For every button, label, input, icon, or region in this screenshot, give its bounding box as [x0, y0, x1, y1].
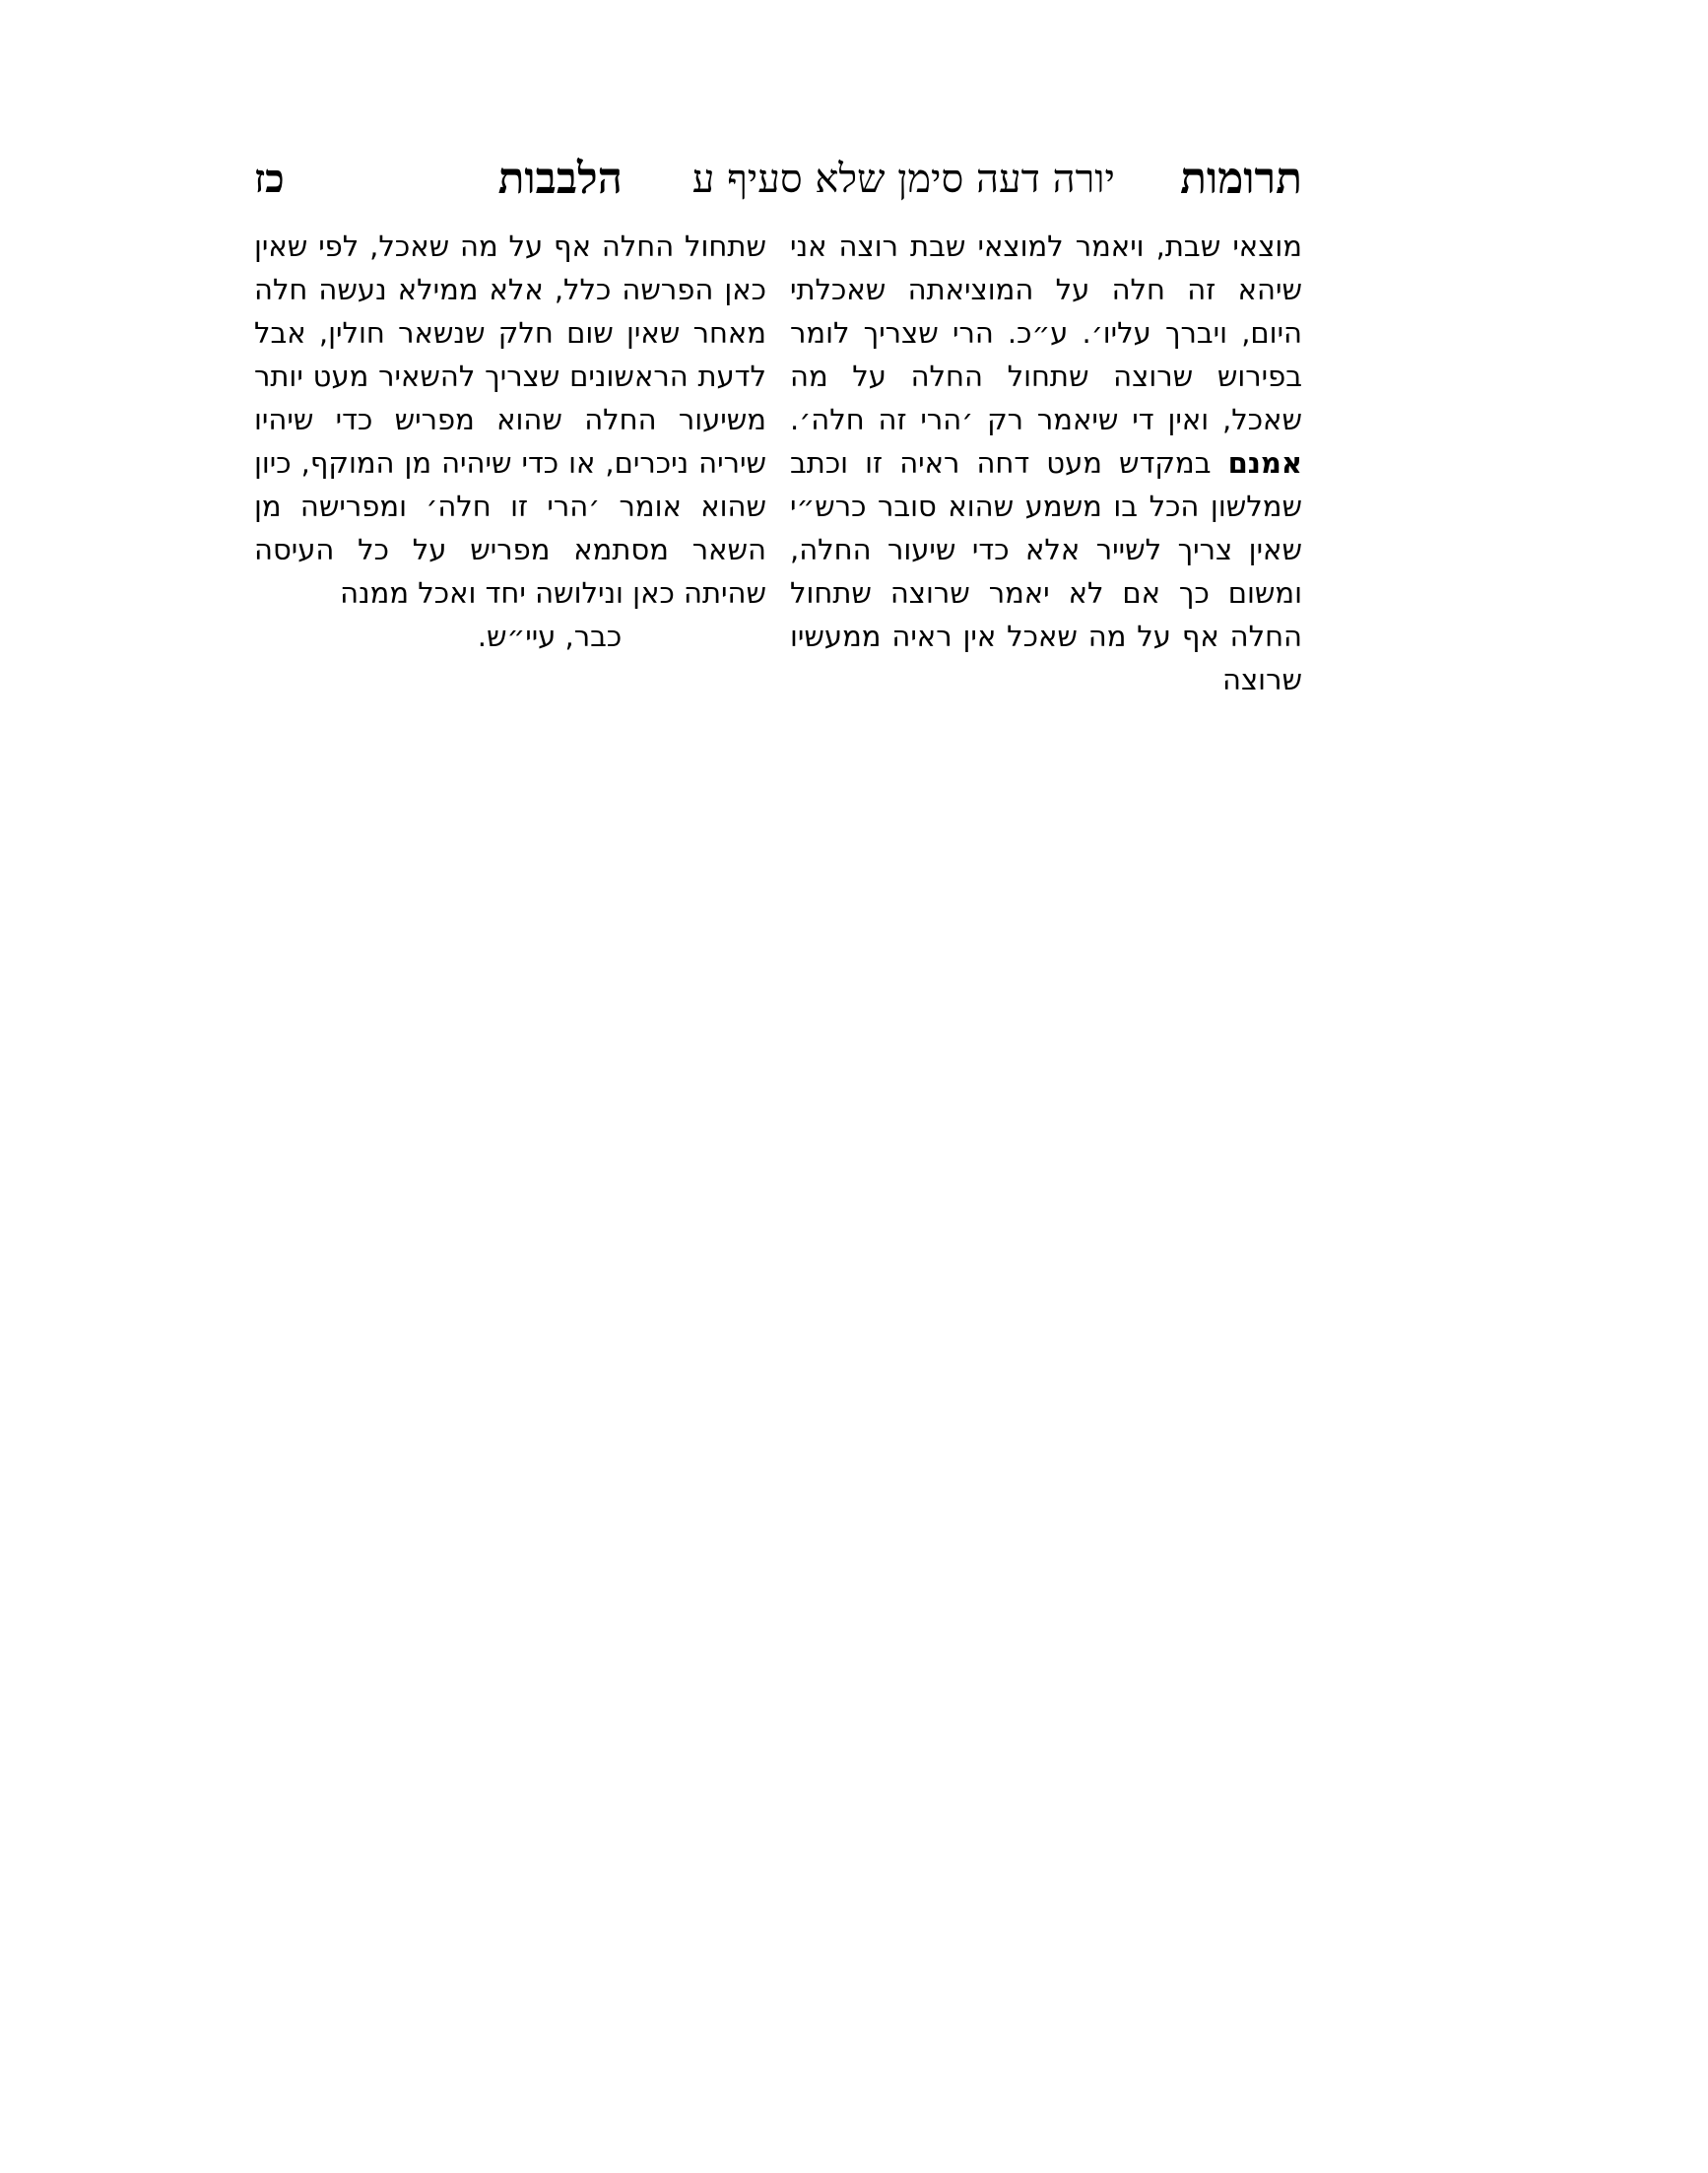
- left-text-column: [254, 225, 766, 658]
- running-header: [254, 150, 1302, 209]
- page-number: כז: [254, 156, 285, 202]
- right-text-column: [790, 225, 1302, 701]
- right-column-text-part1: מוצאי שבת, ויאמר למוצאי שבת רוצה אני שיהא זה חלה על המוציאתה שאכלתי היום, ויברך עליו׳. ע״כ. הרי שצריך לומר בפירוש שרוצה שתחול החלה על מה שאכל, ואין די שיאמר רק ׳הרי זה חלה׳.: [790, 230, 1302, 436]
- right-column-text-part2: במקדש מעט דחה ראיה זו וכתב שמלשון הכל בו משמע שהוא סובר כרש״י שאין צריך לשייר אלא כדי שיעור החלה, ומשום כך אם לא יאמר שרוצה שתחול החלה אף על מה שאכל אין ראיה ממעשיו שרוצה: [790, 446, 1302, 696]
- section-reference: יורה דעה סימן שלא סעיף ע: [691, 157, 1115, 202]
- book-title: תרומות: [1180, 154, 1302, 204]
- left-column-closing-line: כבר, עיי״ש.: [477, 620, 623, 653]
- left-column-text: שתחול החלה אף על מה שאכל, לפי שאין כאן הפרשה כלל, אלא ממילא נעשה חלה מאחר שאין שום חלק שנשאר חולין, אבל לדעת הראשונים שצריך להשאיר מעט יותר משיעור החלה שהוא מפריש כדי שיהיו שיריה ניכרים, או כדי שיהיה מן המוקף, כיון שהוא אומר ׳הרי זו חלה׳ ומפרישה מן השאר מסתמא מפריש על כל העיסה שהיתה כאן ונילושה יחד ואכל ממנה: [254, 230, 766, 610]
- topic-title: הלבבות: [497, 154, 623, 204]
- right-column-bold-phrase: אמנם: [1227, 446, 1303, 480]
